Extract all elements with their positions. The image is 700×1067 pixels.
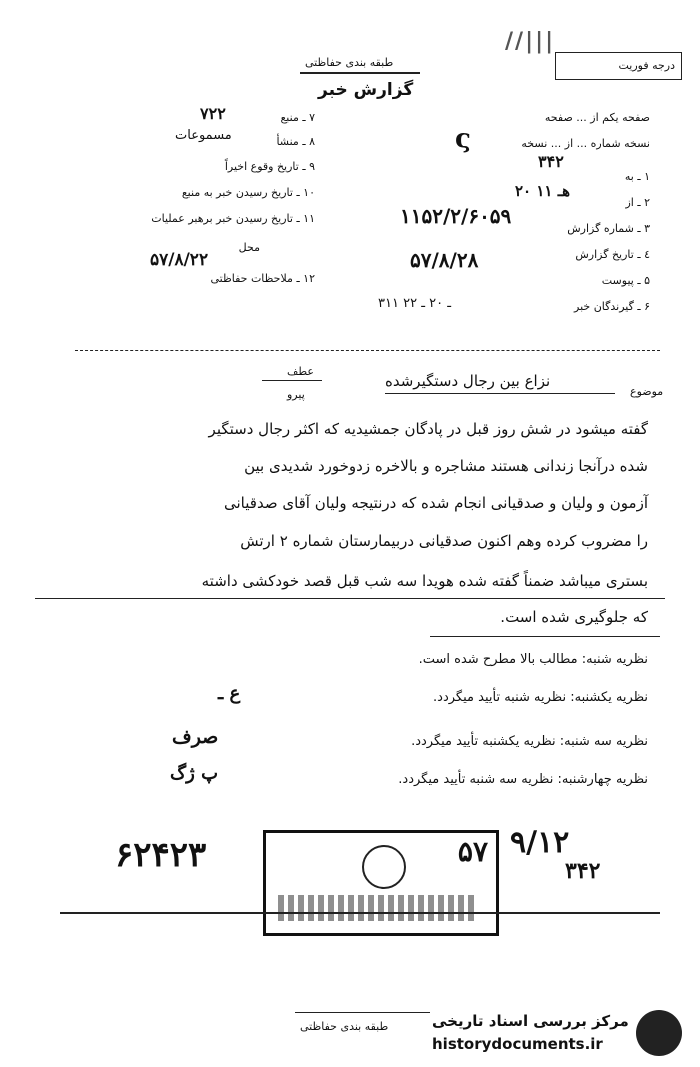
body-line: را مضروب کرده وهم اکنون صدقیانی دربیمارستان شماره ۲ ارتش — [240, 532, 648, 550]
field-report-date: ٤ ـ تاریخ گزارش — [575, 248, 650, 261]
field-attachment: ۵ ـ پیوست — [601, 274, 650, 287]
footer-rule — [295, 1012, 430, 1013]
field-copy-hand: ς — [455, 124, 471, 154]
stamp-seal-icon — [362, 845, 406, 889]
field-source: ۷ ـ منبع — [280, 111, 315, 124]
body-line: گفته میشود در شش روز قبل در پادگان جمشیدیه که اکثر رجال دستگیر — [208, 420, 648, 438]
stamp-smudge — [278, 895, 478, 921]
urgency-box — [555, 52, 682, 80]
field-report-date-value: ۵۷/۸/۲۸ — [410, 248, 479, 272]
opinion-saturday: نظریه شنبه: مطالب بالا مطرح شده است. — [418, 652, 648, 667]
body-underline — [35, 598, 665, 599]
header-divider — [75, 350, 660, 351]
urgency-label: درجه فوریت — [618, 59, 675, 72]
body-line: شده درآنجا زندانی هستند مشاجره و بالاخره زدوخورد شدیدی بین — [244, 457, 648, 475]
opinion-sunday: نظریه یکشنبه: نظریه شنبه تأیید میگردد. — [433, 690, 648, 705]
field-from-value: ۲۰ هـ ۱۱ — [515, 182, 570, 200]
field-report-number: ۳ ـ شماره گزارش — [567, 222, 650, 235]
field-copy-value: ۳۴۲ — [538, 152, 564, 171]
field-recipients: ۶ ـ گیرندگان خبر — [574, 300, 650, 313]
classification-underline — [300, 72, 420, 74]
subject-underline — [385, 393, 615, 394]
body-line: بستری میباشد ضمناً گفته شده هویدا سه شب قبل قصد خودکشی داشته — [201, 572, 648, 590]
body-line: آزمون و ولیان و صدقیانی انجام شده که درنتیجه ولیان آقای صدقیانی — [224, 494, 648, 512]
field-source-value: ۷۲۲ — [200, 104, 226, 123]
field-date-to-leader: ۱۱ ـ تاریخ رسیدن خبر برهبر عملیات — [151, 212, 315, 225]
stamp-number-hand: ۳۴۲ — [565, 858, 601, 884]
opinion-wednesday: نظریه چهارشنبه: نظریه سه شنبه تأیید میگردد. — [398, 772, 648, 787]
field-date-to-source: ۱۰ ـ تاریخ رسیدن خبر به منبع — [181, 186, 315, 199]
field-origin-value: مسموعات — [175, 128, 232, 143]
opinion-tuesday-initial: صرف — [172, 726, 219, 748]
watermark-logo-icon — [636, 1010, 682, 1056]
field-to: ۱ ـ به — [624, 170, 650, 183]
handwritten-mark: //||| — [505, 28, 556, 54]
watermark-url: historydocuments.ir — [432, 1035, 603, 1053]
field-location-date: ۵۷/۸/۲۲ — [150, 250, 209, 270]
footer-classification: طبقه بندی حفاظتی — [300, 1020, 389, 1033]
stamp-left-number: ۶۲۴۲۳ — [115, 835, 207, 875]
body-underline-short — [430, 636, 660, 637]
watermark-title: مرکز بررسی اسناد تاریخی — [432, 1012, 629, 1030]
field-security-notes: ۱۲ ـ ملاحظات حفاظتی — [210, 272, 315, 285]
field-location-label: محل — [238, 241, 260, 254]
field-report-number-value: ۱۱۵۲/۲/۶۰۵۹ — [400, 204, 512, 228]
subject-value: نزاع بین رجال دستگیرشده — [385, 372, 551, 390]
reference-line — [262, 380, 322, 381]
field-event-date: ۹ ـ تاریخ وقوع اخیراً — [224, 160, 315, 173]
stamp-divider — [60, 912, 660, 914]
opinion-wednesday-initial: پ ژگ — [170, 763, 219, 784]
field-page: صفحه یکم از ... صفحه — [544, 111, 650, 124]
field-from: ۲ ـ از — [625, 196, 650, 209]
body-line: که جلوگیری شده است. — [500, 608, 648, 626]
subject-label: موضوع — [630, 385, 664, 398]
receipt-stamp — [263, 830, 499, 936]
field-copy: نسخه شماره ... از ... نسخه — [521, 137, 650, 150]
field-origin: ۸ ـ منشأ — [276, 135, 315, 148]
reference-atf: عطف — [287, 365, 314, 378]
opinion-tuesday: نظریه سه شنبه: نظریه یکشنبه تأیید میگردد. — [411, 734, 648, 749]
stamp-number: ۵۷ — [457, 835, 488, 868]
reference-peyro: پیرو — [287, 388, 305, 401]
opinion-sunday-initial: ع ـ — [218, 683, 241, 704]
classification-label: طبقه بندی حفاظتی — [305, 56, 394, 69]
field-recipients-value: ۳۱۱ ـ ۲۰ ـ ۲۲ — [378, 296, 452, 311]
page-title: گزارش خبر — [318, 80, 414, 100]
stamp-date-hand: ۹/۱۲ — [510, 825, 570, 860]
